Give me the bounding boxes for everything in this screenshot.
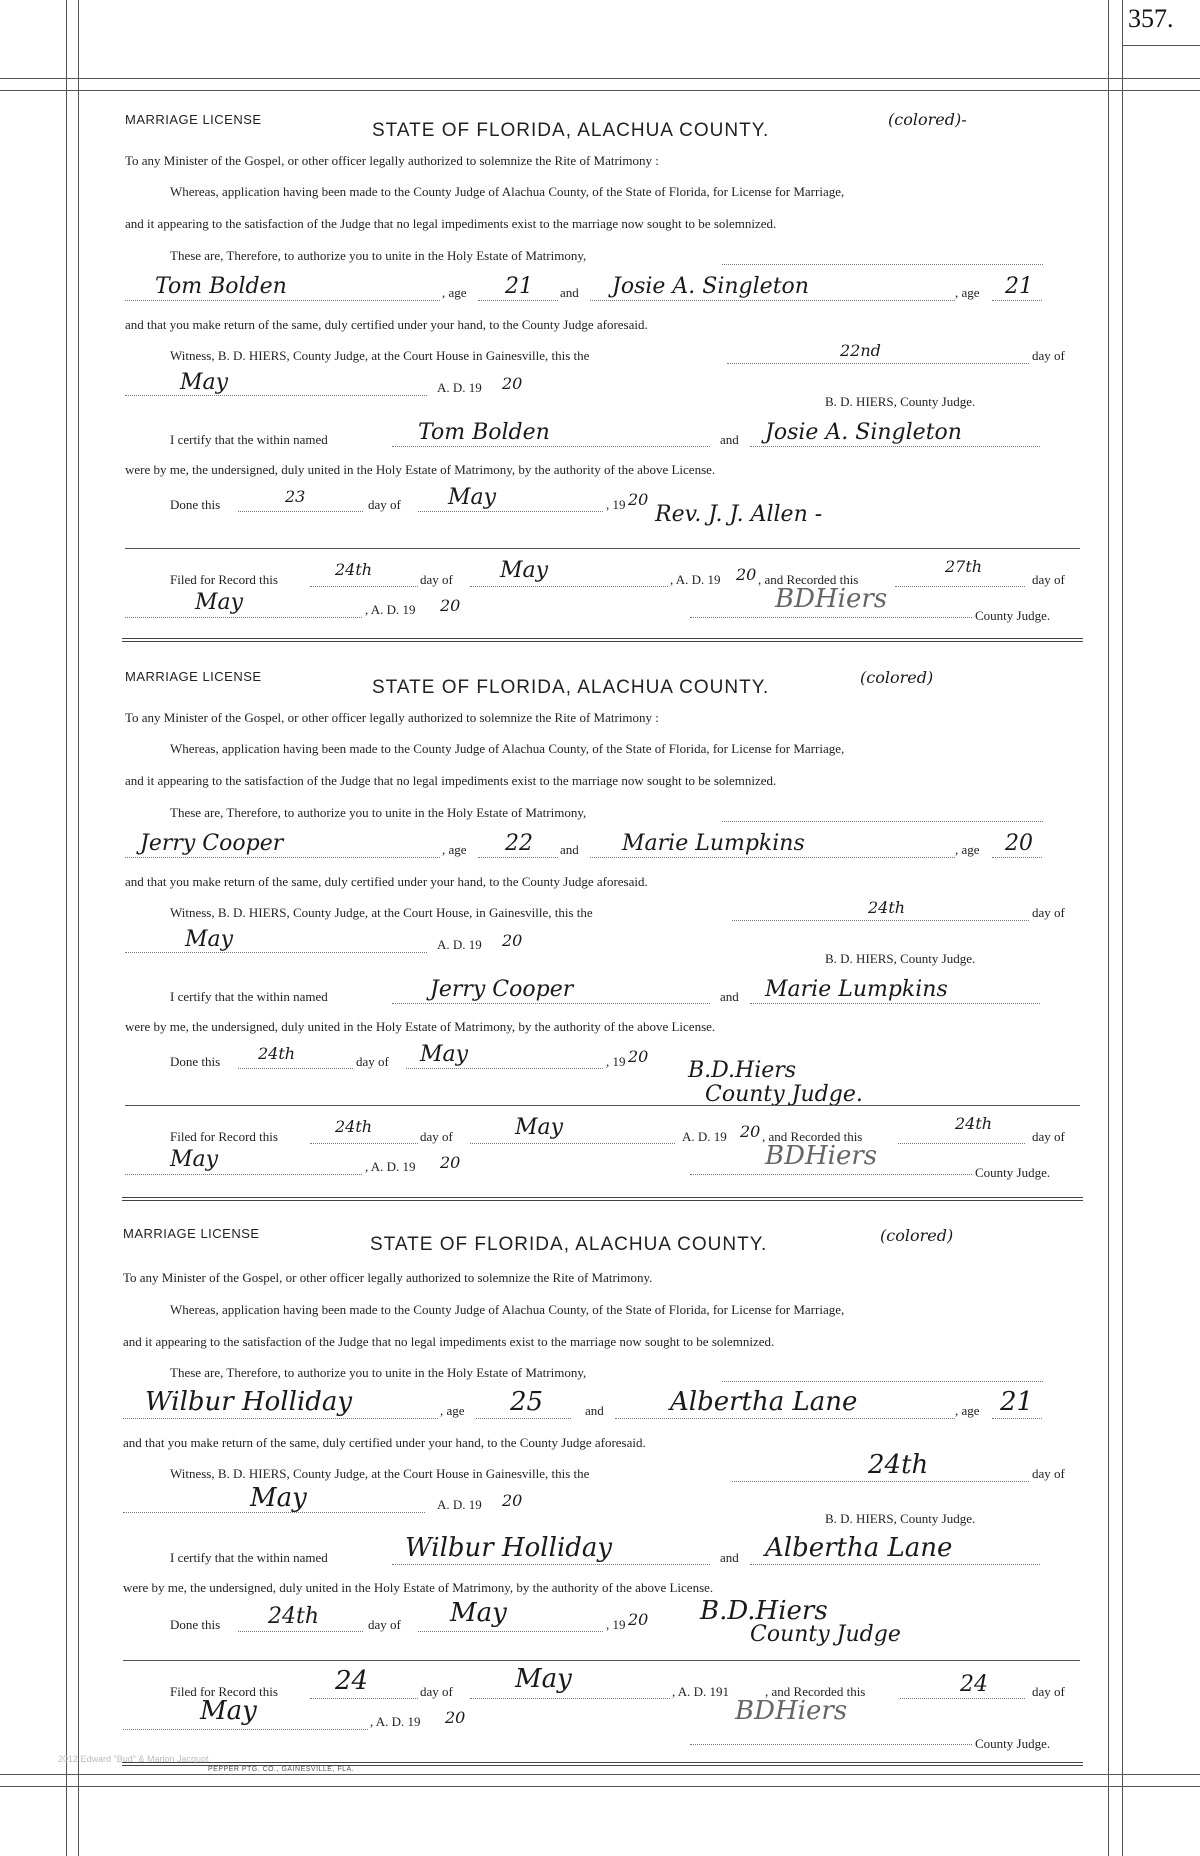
margin-line-right-1 bbox=[1108, 0, 1109, 1856]
recorded-day: 27th bbox=[945, 557, 983, 576]
age-label: , age bbox=[442, 842, 467, 857]
these-line: These are, Therefore, to authorize you to unite in the Holy Estate of Matrimony, bbox=[170, 805, 587, 820]
recorded-label: , and Recorded this bbox=[762, 1129, 863, 1144]
officiant-signature: B.D.Hiers bbox=[688, 1058, 797, 1083]
top-rule-2 bbox=[0, 90, 1200, 91]
done-month: May bbox=[448, 485, 497, 510]
and-label: and bbox=[720, 432, 739, 447]
margin-line-right-2 bbox=[1122, 0, 1123, 1856]
filed-year: 20 bbox=[736, 565, 757, 584]
officiant-title: County Judge. bbox=[705, 1082, 863, 1107]
footer-printer: PEPPER PTG. CO., GAINESVILLE, FLA. bbox=[208, 1766, 355, 1773]
race-annotation: (colored) bbox=[880, 1226, 954, 1245]
officiant-signature: B.D.Hiers bbox=[700, 1596, 828, 1626]
these-line: These are, Therefore, to authorize you to unite in the Holy Estate of Matrimony, bbox=[170, 248, 587, 263]
recorded-month: May bbox=[170, 1147, 219, 1172]
were-line: were by me, the undersigned, duly united in the Holy Estate of Matrimony, by the authority of the above License. bbox=[125, 1019, 716, 1034]
license-label: MARRIAGE LICENSE bbox=[125, 669, 262, 684]
recorded-year: 20 bbox=[445, 1708, 466, 1727]
groom-age: 25 bbox=[510, 1387, 544, 1417]
filed-ad-label: , A. D. 191 bbox=[672, 1684, 730, 1699]
license-label: MARRIAGE LICENSE bbox=[123, 1226, 260, 1241]
done-label: Done this bbox=[170, 1617, 221, 1632]
day-of-label: day of bbox=[1032, 1466, 1065, 1481]
section-separator bbox=[122, 638, 1083, 642]
were-line: were by me, the undersigned, duly united in the Holy Estate of Matrimony, by the authority of the above License. bbox=[125, 462, 716, 477]
day-of-label: day of bbox=[420, 1684, 453, 1699]
license-title: STATE OF FLORIDA, ALACHUA COUNTY. bbox=[370, 1234, 768, 1255]
done-day: 23 bbox=[285, 487, 306, 506]
were-line: were by me, the undersigned, duly united in the Holy Estate of Matrimony, by the authority of the above License. bbox=[123, 1580, 714, 1595]
officiant-signature: Rev. J. J. Allen - bbox=[655, 502, 823, 527]
day-of-label: day of bbox=[1032, 1684, 1065, 1699]
filed-year: 20 bbox=[740, 1122, 761, 1141]
done-year: 20 bbox=[628, 1610, 649, 1629]
groom-age: 22 bbox=[505, 831, 533, 856]
minister-line: To any Minister of the Gospel, or other officer legally authorized to solemnize the Rite of Matrimony. bbox=[123, 1270, 653, 1285]
whereas-line: Whereas, application having been made to the County Judge of Alachua County, of the State of Florida, for License for Marriage, bbox=[170, 1302, 845, 1317]
recorded-month: May bbox=[195, 590, 244, 615]
these-line: These are, Therefore, to authorize you to unite in the Holy Estate of Matrimony, bbox=[170, 1365, 587, 1380]
day-of-label: day of bbox=[356, 1054, 389, 1069]
filed-label: Filed for Record this bbox=[170, 572, 278, 587]
done-year: 20 bbox=[628, 1047, 649, 1066]
done-year-label: , 19 bbox=[606, 1054, 626, 1069]
recorded-year: 20 bbox=[440, 1153, 461, 1172]
recorded-day: 24 bbox=[960, 1672, 988, 1697]
bride-age: 20 bbox=[1005, 831, 1033, 856]
certify-groom: Tom Bolden bbox=[418, 420, 550, 445]
day-of-label: day of bbox=[420, 1129, 453, 1144]
section-separator bbox=[122, 1197, 1083, 1201]
witness-line: Witness, B. D. HIERS, County Judge, at the Court House in Gainesville, this the bbox=[170, 348, 590, 363]
judge-title: B. D. HIERS, County Judge. bbox=[825, 951, 976, 966]
race-annotation: (colored) bbox=[860, 668, 934, 687]
done-day: 24th bbox=[268, 1604, 320, 1629]
day-of-label: day of bbox=[1032, 1129, 1065, 1144]
witness-day: 22nd bbox=[840, 341, 881, 360]
certify-label: I certify that the within named bbox=[170, 1550, 328, 1565]
age-label: , age bbox=[442, 285, 467, 300]
bride-name: Josie A. Singleton bbox=[612, 274, 809, 299]
page-number: 357. bbox=[1128, 4, 1174, 33]
done-year: 20 bbox=[628, 490, 649, 509]
license-title: STATE OF FLORIDA, ALACHUA COUNTY. bbox=[372, 677, 770, 698]
done-label: Done this bbox=[170, 1054, 221, 1069]
appearing-line: and it appearing to the satisfaction of the Judge that no legal impediments exist to the marriage now sought to be solemnized. bbox=[123, 1334, 775, 1349]
and-label: and bbox=[560, 285, 579, 300]
day-of-label: day of bbox=[1032, 572, 1065, 587]
day-of-label: day of bbox=[420, 572, 453, 587]
and-label: and bbox=[585, 1403, 604, 1418]
filed-rule bbox=[125, 548, 1080, 549]
clerk-signature: BDHiers bbox=[735, 1696, 848, 1726]
bride-age: 21 bbox=[1005, 274, 1033, 299]
done-year-label: , 19 bbox=[606, 497, 626, 512]
clerk-signature: BDHiers bbox=[775, 584, 888, 614]
filed-day: 24th bbox=[335, 1117, 373, 1136]
certify-bride: Marie Lumpkins bbox=[765, 977, 948, 1002]
license-title: STATE OF FLORIDA, ALACHUA COUNTY. bbox=[372, 120, 770, 141]
ad-label: A. D. 19 bbox=[437, 380, 482, 395]
ad-label: A. D. 19 bbox=[437, 1497, 482, 1512]
witness-year: 20 bbox=[502, 374, 523, 393]
recorded-ad-label: , A. D. 19 bbox=[365, 602, 416, 617]
age-label: , age bbox=[440, 1403, 465, 1418]
minister-line: To any Minister of the Gospel, or other officer legally authorized to solemnize the Rite of Matrimony : bbox=[125, 710, 659, 725]
witness-line: Witness, B. D. HIERS, County Judge, at the Court House in Gainesville, this the bbox=[170, 1466, 590, 1481]
recorded-year: 20 bbox=[440, 596, 461, 615]
recorded-label: , and Recorded this bbox=[758, 572, 859, 587]
and-label: and bbox=[720, 989, 739, 1004]
filed-month: May bbox=[500, 558, 549, 583]
recorded-day: 24th bbox=[955, 1114, 993, 1133]
done-day: 24th bbox=[258, 1044, 296, 1063]
minister-line: To any Minister of the Gospel, or other officer legally authorized to solemnize the Rite of Matrimony : bbox=[125, 153, 659, 168]
certify-label: I certify that the within named bbox=[170, 989, 328, 1004]
groom-age: 21 bbox=[505, 274, 533, 299]
done-month: May bbox=[450, 1598, 507, 1628]
footer-watermark: 2012 Edward "Bud" & Marion Jacquot bbox=[58, 1754, 209, 1764]
age-label: , age bbox=[955, 1403, 980, 1418]
witness-month: May bbox=[180, 370, 229, 395]
race-annotation: (colored)- bbox=[888, 110, 967, 129]
recorded-month: May bbox=[200, 1696, 257, 1726]
officiant-title: County Judge bbox=[750, 1622, 901, 1647]
filed-ad-label: , A. D. 19 bbox=[670, 572, 721, 587]
certify-label: I certify that the within named bbox=[170, 432, 328, 447]
recorded-ad-label: , A. D. 19 bbox=[365, 1159, 416, 1174]
return-line: and that you make return of the same, duly certified under your hand, to the County Judge aforesaid. bbox=[125, 317, 648, 332]
groom-name: Tom Bolden bbox=[155, 274, 287, 299]
filed-month: May bbox=[515, 1115, 564, 1140]
witness-month: May bbox=[250, 1483, 307, 1513]
age-label: , age bbox=[955, 842, 980, 857]
ad-label: A. D. 19 bbox=[437, 937, 482, 952]
clerk-signature: BDHiers bbox=[765, 1141, 878, 1171]
day-of-label: day of bbox=[368, 1617, 401, 1632]
certify-bride: Albertha Lane bbox=[765, 1533, 953, 1563]
done-label: Done this bbox=[170, 497, 221, 512]
witness-month: May bbox=[185, 927, 234, 952]
whereas-line: Whereas, application having been made to the County Judge of Alachua County, of the State of Florida, for License for Marriage, bbox=[170, 741, 845, 756]
whereas-line: Whereas, application having been made to the County Judge of Alachua County, of the State of Florida, for License for Marriage, bbox=[170, 184, 845, 199]
margin-line-left-1 bbox=[66, 0, 67, 1856]
bottom-rule-2 bbox=[0, 1786, 1200, 1787]
bride-age: 21 bbox=[1000, 1387, 1034, 1417]
license-label: MARRIAGE LICENSE bbox=[125, 112, 262, 127]
day-of-label: day of bbox=[368, 497, 401, 512]
return-line: and that you make return of the same, duly certified under your hand, to the County Judge aforesaid. bbox=[123, 1435, 646, 1450]
age-label: , age bbox=[955, 285, 980, 300]
filed-label: Filed for Record this bbox=[170, 1129, 278, 1144]
county-judge-label: County Judge. bbox=[975, 1165, 1051, 1180]
bride-name: Albertha Lane bbox=[670, 1387, 858, 1417]
and-label: and bbox=[560, 842, 579, 857]
witness-year: 20 bbox=[502, 1491, 523, 1510]
judge-title: B. D. HIERS, County Judge. bbox=[825, 394, 976, 409]
filed-day: 24 bbox=[335, 1666, 369, 1696]
witness-year: 20 bbox=[502, 931, 523, 950]
recorded-label: , and Recorded this bbox=[765, 1684, 866, 1699]
groom-name: Jerry Cooper bbox=[140, 831, 284, 856]
appearing-line: and it appearing to the satisfaction of the Judge that no legal impediments exist to the marriage now sought to be solemnized. bbox=[125, 773, 777, 788]
filed-ad-label: A. D. 19 bbox=[682, 1129, 727, 1144]
certify-bride: Josie A. Singleton bbox=[765, 420, 962, 445]
filed-month: May bbox=[515, 1664, 572, 1694]
filed-rule bbox=[123, 1660, 1080, 1661]
certify-groom: Jerry Cooper bbox=[430, 977, 574, 1002]
done-month: May bbox=[420, 1042, 469, 1067]
groom-name: Wilbur Holliday bbox=[145, 1387, 353, 1417]
filed-day: 24th bbox=[335, 560, 373, 579]
certify-groom: Wilbur Holliday bbox=[405, 1533, 613, 1563]
county-judge-label: County Judge. bbox=[975, 608, 1051, 623]
filed-label: Filed for Record this bbox=[170, 1684, 278, 1699]
bottom-rule-1 bbox=[0, 1774, 1200, 1775]
day-of-label: day of bbox=[1032, 905, 1065, 920]
bride-name: Marie Lumpkins bbox=[622, 831, 805, 856]
appearing-line: and it appearing to the satisfaction of the Judge that no legal impediments exist to the marriage now sought to be solemnized. bbox=[125, 216, 777, 231]
day-of-label: day of bbox=[1032, 348, 1065, 363]
county-judge-label: County Judge. bbox=[975, 1736, 1051, 1751]
margin-line-left-2 bbox=[78, 0, 79, 1856]
witness-line: Witness, B. D. HIERS, County Judge, at the Court House, in Gainesville, this the bbox=[170, 905, 593, 920]
recorded-ad-label: , A. D. 19 bbox=[370, 1714, 421, 1729]
witness-day: 24th bbox=[868, 898, 906, 917]
done-year-label: , 19 bbox=[606, 1617, 626, 1632]
top-rule-1 bbox=[0, 78, 1200, 79]
and-label: and bbox=[720, 1550, 739, 1565]
judge-title: B. D. HIERS, County Judge. bbox=[825, 1511, 976, 1526]
return-line: and that you make return of the same, duly certified under your hand, to the County Judge aforesaid. bbox=[125, 874, 648, 889]
witness-day: 24th bbox=[868, 1450, 929, 1480]
filed-rule bbox=[125, 1105, 1080, 1106]
